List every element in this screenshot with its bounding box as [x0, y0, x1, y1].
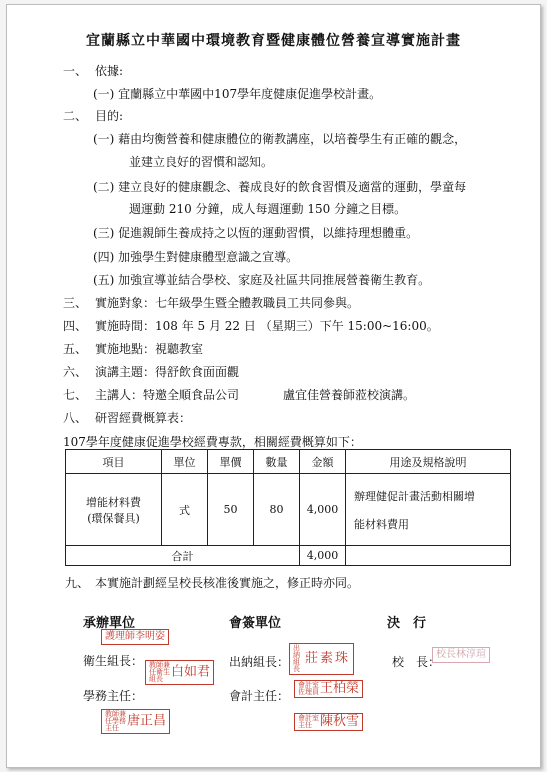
section-7-speaker: 盧宜佳營養師蒞校演講。 — [283, 388, 416, 402]
header-description: 用途及規格說明 — [346, 450, 511, 474]
section-2-item-1-line-1: (一) 藉由均衡營養和健康體位的衛教講座，以培養學生有正確的觀念， — [93, 132, 467, 146]
budget-intro: 107學年度健康促進學校經費專款，相關經費概算如下： — [63, 435, 362, 449]
section-8-number: 八、 — [63, 411, 88, 425]
academic-head-stamp: 教師兼任學務主任 唐正昌 — [101, 709, 170, 734]
cell-description-line-1: 辦理健促計畫活動相關增 — [354, 489, 475, 503]
table-total-row — [66, 546, 511, 566]
header-price: 單價 — [208, 450, 254, 474]
section-2-label: 目的: — [95, 109, 124, 123]
cell-description-line-2: 能材料費用 — [354, 517, 409, 531]
cell-unit: 式 — [162, 474, 208, 546]
document-title: 宜蘭縣立中華國中環境教育暨健康體位營養宣導實施計畫 — [86, 33, 461, 49]
table-row — [66, 474, 511, 546]
cell-qty: 80 — [254, 474, 300, 546]
health-head-stamp: 教師兼任衛生組長 白如君 — [145, 660, 214, 685]
budget-table — [65, 449, 511, 566]
cell-amount: 4,000 — [300, 474, 346, 546]
section-2-number: 二、 — [63, 109, 88, 123]
section-2-item-2-line-1: (二) 建立良好的健康觀念、養成良好的飲食習慣及適當的運動，學童每 — [93, 180, 467, 194]
accounting-head-stamp: 會計室主任 陳秋雪 — [294, 713, 363, 731]
section-1-label: 依據: — [95, 64, 124, 78]
organizer-heading: 承辦單位 — [83, 616, 136, 631]
academic-head-label: 學務主任： — [83, 689, 144, 703]
cell-item-line-1: 增能材料費 — [86, 495, 141, 509]
total-amount: 4,000 — [300, 546, 346, 566]
principal-label: 校 長： — [392, 655, 441, 669]
cell-item-line-2: (環保餐具) — [87, 511, 140, 525]
header-qty: 數量 — [254, 450, 300, 474]
cell-item — [66, 474, 162, 546]
section-2-item-3: (三) 促進親師生養成持之以恆的運動習慣，以維持理想體重。 — [93, 226, 419, 240]
approve-heading: 決 行 — [387, 616, 427, 631]
section-9-text: 本實施計劃經呈校長核准後實施之，修正時亦同。 — [95, 576, 360, 590]
section-4-text: 實施時間：108 年 5 月 22 日 （星期三）下午 15:00~16:00。 — [95, 319, 439, 333]
health-head-label: 衛生組長： — [83, 654, 144, 668]
section-3-number: 三、 — [63, 296, 88, 310]
table-header-row — [66, 450, 511, 474]
section-7-text: 主講人：特邀全順食品公司 — [95, 388, 240, 402]
total-label: 合計 — [66, 546, 300, 566]
section-4-number: 四、 — [63, 319, 88, 333]
section-6-number: 六、 — [63, 365, 88, 379]
section-1-number: 一、 — [63, 64, 88, 78]
total-description — [346, 546, 511, 566]
cosign-heading: 會簽單位 — [229, 616, 282, 631]
section-3-text: 實施對象：七年級學生暨全體教職員工共同參與。 — [95, 296, 360, 310]
document-page — [6, 4, 541, 768]
cashier-head-label: 出納組長： — [229, 655, 290, 669]
section-2-item-2-line-2: 週運動 210 分鐘，成人每週運動 150 分鐘之目標。 — [129, 202, 407, 216]
section-5-number: 五、 — [63, 342, 88, 356]
accounting-staff-stamp: 會計室佐理員王柏榮 — [294, 680, 363, 698]
section-6-text: 演講主題：得舒飲食面面觀 — [95, 365, 240, 379]
header-item: 項目 — [66, 450, 162, 474]
header-unit: 單位 — [162, 450, 208, 474]
section-9-number: 九、 — [65, 576, 90, 590]
cell-price: 50 — [208, 474, 254, 546]
accounting-head-label: 會計主任： — [229, 689, 290, 703]
section-2-item-5: (五) 加強宣導並結合學校、家庭及社區共同推展營養衛生教育。 — [93, 273, 431, 287]
section-2-item-1-line-2: 並建立良好的習慣和認知。 — [129, 155, 274, 169]
cell-description — [346, 474, 511, 546]
cashier-head-stamp: 出納組長莊素珠 — [289, 643, 354, 675]
principal-stamp: 校長林淳瑄 — [432, 647, 490, 663]
section-1-item-1: (一) 宜蘭縣立中華國中107學年度健康促進學校計畫。 — [93, 87, 382, 101]
nurse-stamp: 護理師李明姿 — [101, 629, 169, 645]
header-amount: 金額 — [300, 450, 346, 474]
section-7-number: 七、 — [63, 388, 88, 402]
section-5-text: 實施地點：視聽教室 — [95, 342, 204, 356]
section-8-text: 研習經費概算表： — [95, 411, 192, 425]
section-2-item-4: (四) 加強學生對健康體型意識之宣導。 — [93, 250, 299, 264]
